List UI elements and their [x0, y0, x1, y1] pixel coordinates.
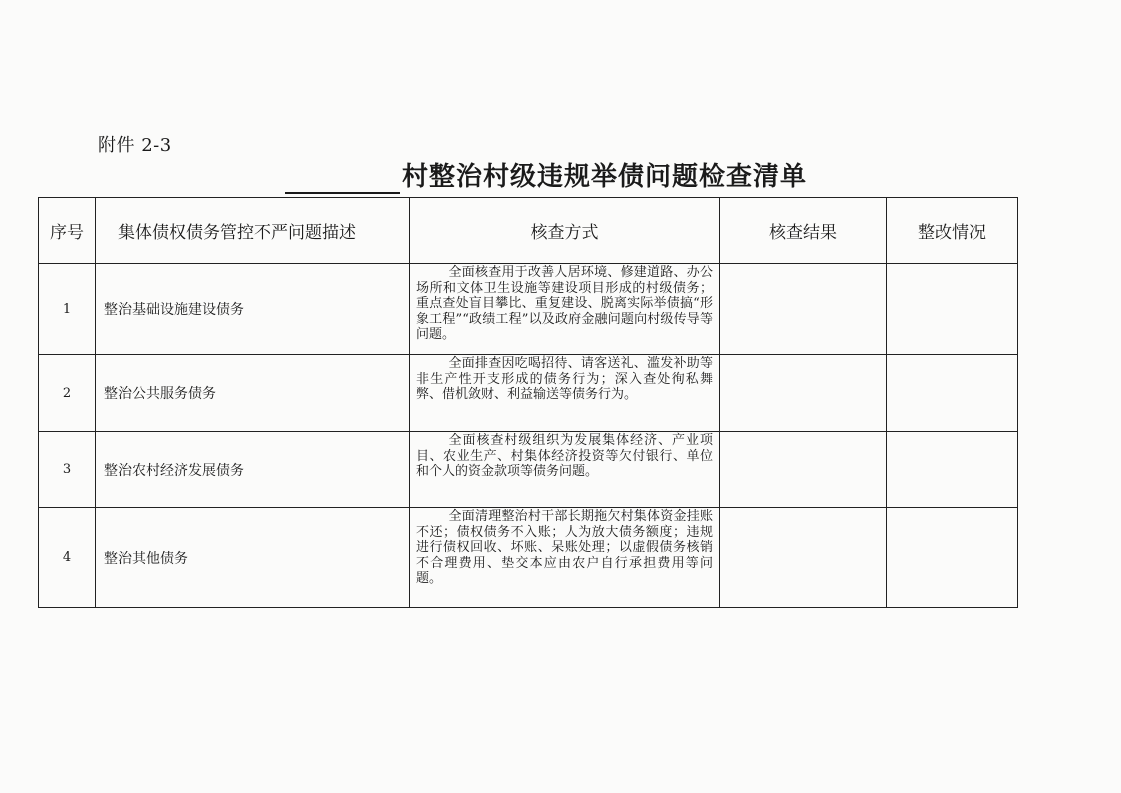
row-method-text: 全面清理整治村干部长期拖欠村集体资金挂账不还；债权债务不入账；人为放大债务额度；违规进行债权回收、坏账、呆账处理；以虚假债务核销不合理费用、垫交本应由农户自行承担费用等问题。 [416, 509, 713, 586]
row-rectification [887, 264, 1018, 355]
header-rectification: 整改情况 [887, 198, 1018, 264]
row-rectification [887, 432, 1018, 508]
row-result [720, 432, 887, 508]
table-row [39, 355, 1018, 432]
row-index: 1 [39, 264, 96, 355]
title-row [285, 160, 807, 194]
row-description: 整治农村经济发展债务 [96, 432, 410, 508]
table-header-row [39, 198, 1018, 264]
row-rectification [887, 508, 1018, 608]
header-description: 集体债权债务管控不严问题描述 [96, 198, 410, 264]
row-method-text: 全面排查因吃喝招待、请客送礼、滥发补助等非生产性开支形成的债务行为；深入查处徇私舞弊、借机敛财、利益输送等债务行为。 [416, 356, 713, 402]
checklist-table [38, 197, 1018, 608]
row-method [410, 355, 720, 432]
row-method [410, 264, 720, 355]
row-method-text: 全面核查用于改善人居环境、修建道路、办公场所和文体卫生设施等建设项目形成的村级债务；重点查处盲目攀比、重复建设、脱离实际举债搞“形象工程”“政绩工程”以及政府金融问题向村级传导等问题。 [416, 265, 713, 342]
row-method-text: 全面核查村级组织为发展集体经济、产业项目、农业生产、村集体经济投资等欠付银行、单位和个人的资金款项等债务问题。 [416, 433, 713, 479]
row-result [720, 355, 887, 432]
row-index: 2 [39, 355, 96, 432]
row-method [410, 508, 720, 608]
row-description: 整治公共服务债务 [96, 355, 410, 432]
table-row [39, 432, 1018, 508]
row-rectification [887, 355, 1018, 432]
row-result [720, 264, 887, 355]
row-description: 整治基础设施建设债务 [96, 264, 410, 355]
village-name-blank [285, 162, 400, 194]
header-method: 核查方式 [410, 198, 720, 264]
row-index: 4 [39, 508, 96, 608]
table-row [39, 264, 1018, 355]
row-method [410, 432, 720, 508]
document-title: 村整治村级违规举债问题检查清单 [402, 162, 808, 192]
row-description: 整治其他债务 [96, 508, 410, 608]
table-row [39, 508, 1018, 608]
row-index: 3 [39, 432, 96, 508]
header-index: 序号 [39, 198, 96, 264]
header-result: 核查结果 [720, 198, 887, 264]
row-result [720, 508, 887, 608]
attachment-label: 附件 2-3 [98, 135, 172, 156]
